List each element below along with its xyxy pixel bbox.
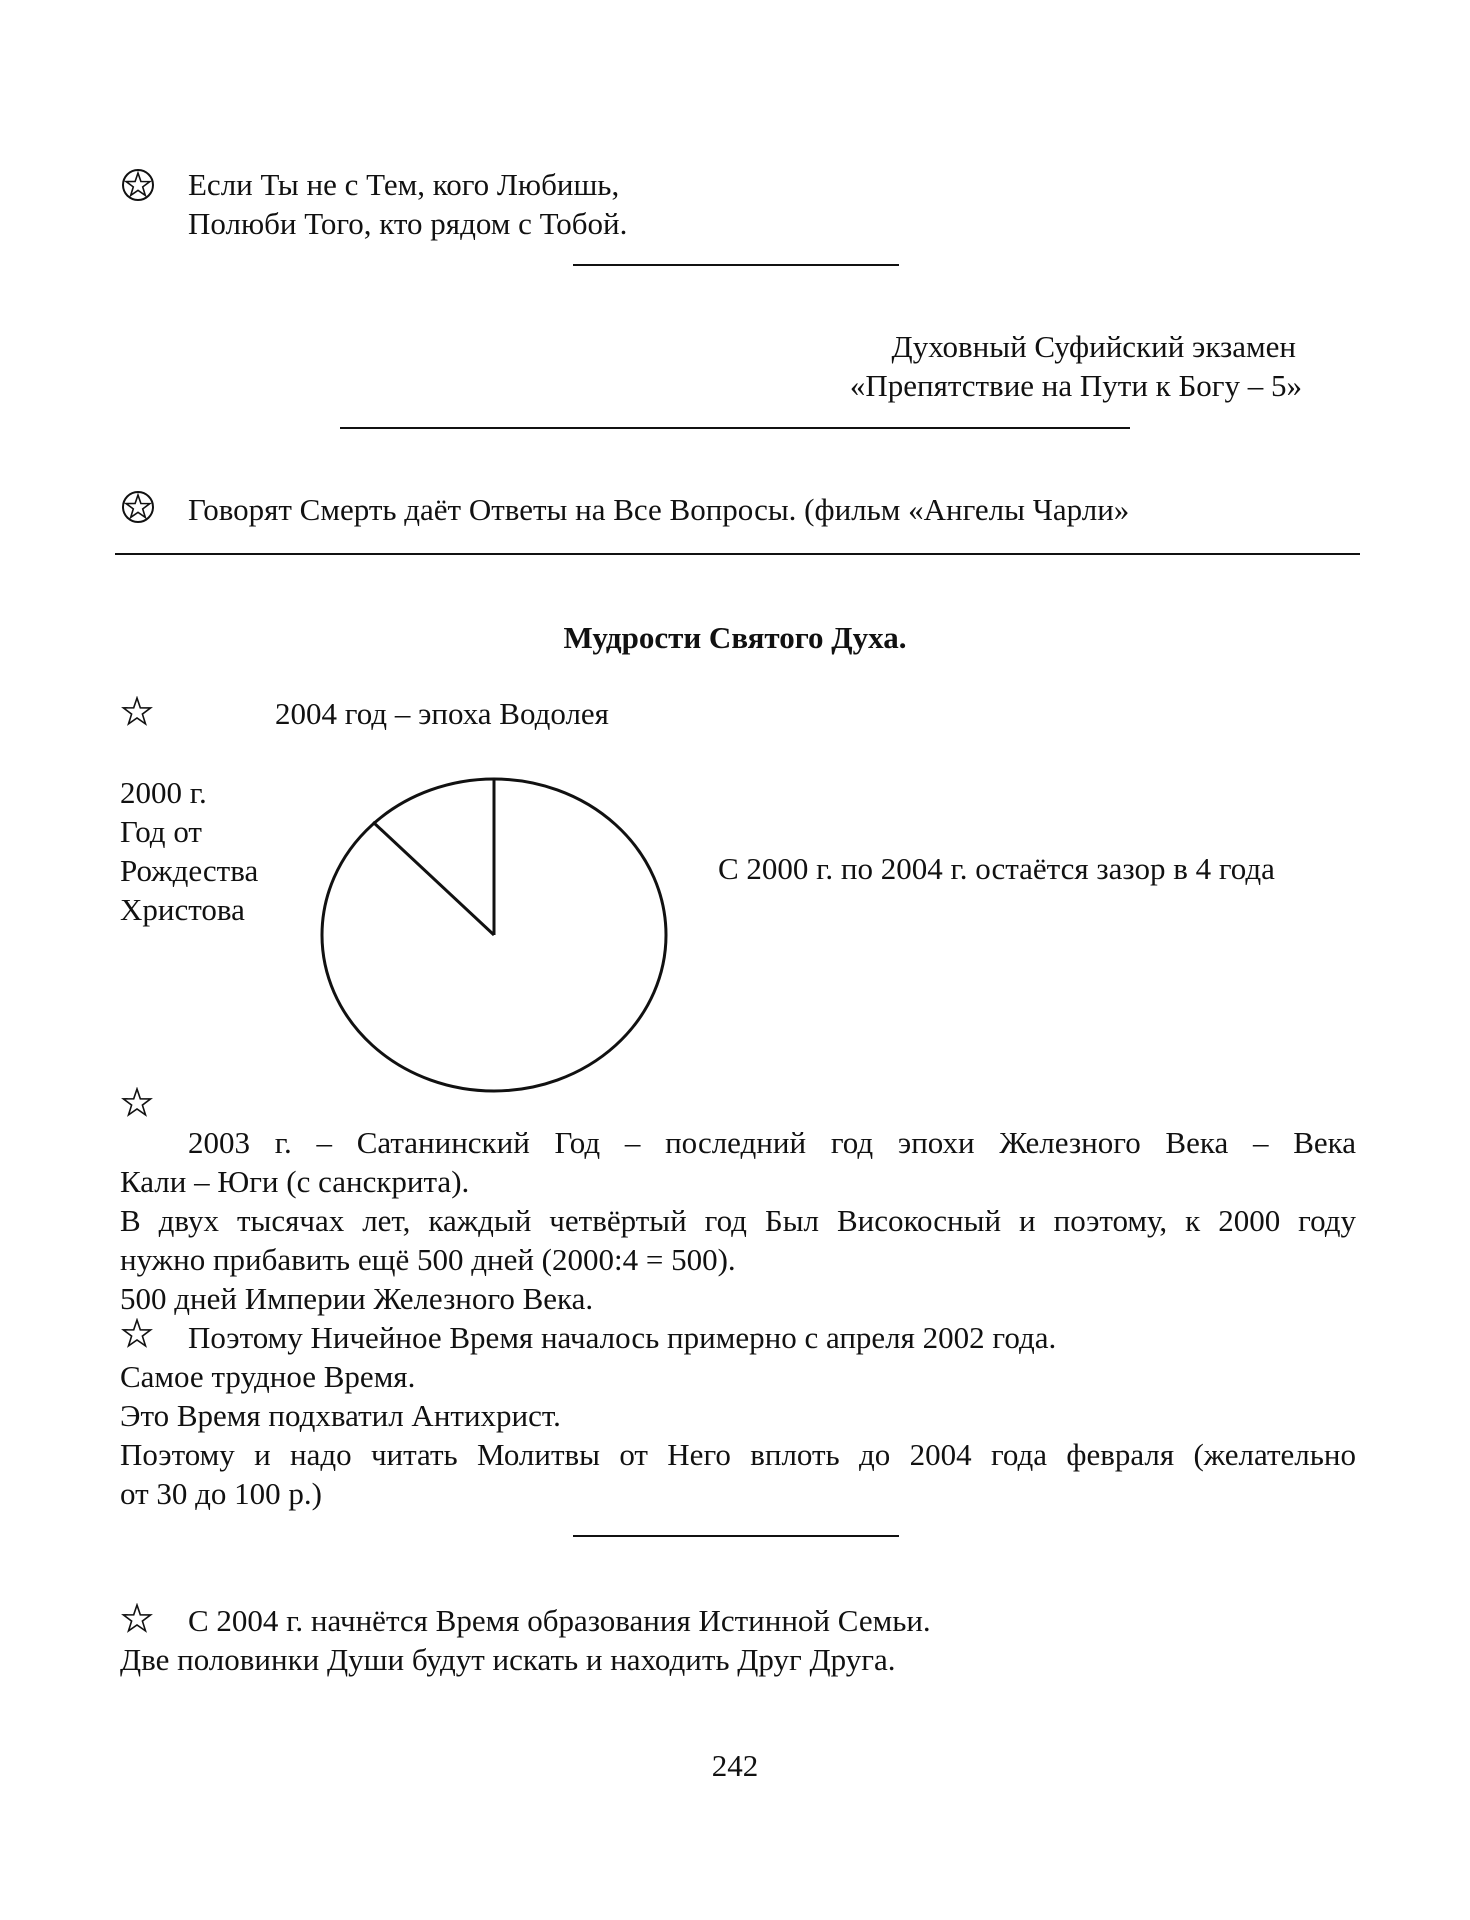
body-line: от 30 до 100 р.) — [120, 1476, 322, 1511]
quote-line-1: Если Ты не с Тем, кого Любишь, — [188, 167, 620, 202]
label-line: Христова — [120, 892, 245, 927]
divider — [115, 553, 1360, 555]
body-line: Поэтому и надо читать Молитвы от Него вплоть до 2004 года февраля (желательно — [120, 1437, 1356, 1472]
star-in-circle-icon — [121, 168, 155, 202]
body-line: Самое трудное Время. — [120, 1359, 416, 1394]
circle-sector-diagram — [310, 776, 670, 1096]
body-line: Поэтому Ничейное Время началось примерно с апреля 2002 года. — [188, 1320, 1057, 1355]
family-line-1: С 2004 г. начнётся Время образования Истинной Семьи. — [188, 1603, 931, 1638]
star-outline-icon — [121, 1087, 153, 1119]
diagram-left-label — [120, 773, 258, 929]
label-line: 2000 г. — [120, 775, 207, 810]
body-line: 2003 г. – Сатанинский Год – последний год эпохи Железного Века – Века — [188, 1125, 1356, 1160]
quote-line-2: Полюби Того, кто рядом с Тобой. — [188, 206, 628, 241]
exam-title: Духовный Суфийский экзамен — [891, 329, 1296, 364]
star-outline-icon — [121, 1318, 153, 1350]
page-number: 242 — [711, 1748, 759, 1783]
body-line: нужно прибавить ещё 500 дней (2000:4 = 500). — [120, 1242, 736, 1277]
star-in-circle-icon — [121, 490, 155, 524]
body-line: В двух тысячах лет, каждый четвёртый год Был Високосный и поэтому, к 2000 году — [120, 1203, 1356, 1238]
body-line: Кали – Юги (с санскрита). — [120, 1164, 470, 1199]
body-line: Это Время подхватил Антихрист. — [120, 1398, 561, 1433]
star-outline-icon — [121, 1603, 153, 1635]
section-title: Мудрости Святого Духа. — [563, 620, 907, 655]
epoch-text: 2004 год – эпоха Водолея — [275, 696, 609, 731]
family-line-2: Две половинки Души будут искать и находить Друг Друга. — [120, 1642, 896, 1677]
divider — [340, 427, 1130, 429]
body-line: 500 дней Империи Железного Века. — [120, 1281, 594, 1316]
diagram-right-label: С 2000 г. по 2004 г. остаётся зазор в 4 года — [718, 851, 1275, 886]
radius-diagonal — [373, 822, 494, 935]
divider — [573, 264, 899, 266]
body-paragraph — [120, 1123, 1356, 1513]
label-line: Год от — [120, 814, 202, 849]
exam-subtitle: «Препятствие на Пути к Богу – 5» — [849, 368, 1302, 403]
label-line: Рождества — [120, 853, 259, 888]
quote-line: Говорят Смерть даёт Ответы на Все Вопросы. (фильм «Ангелы Чарли» — [188, 492, 1130, 527]
star-outline-icon — [121, 696, 153, 728]
divider — [573, 1535, 899, 1537]
